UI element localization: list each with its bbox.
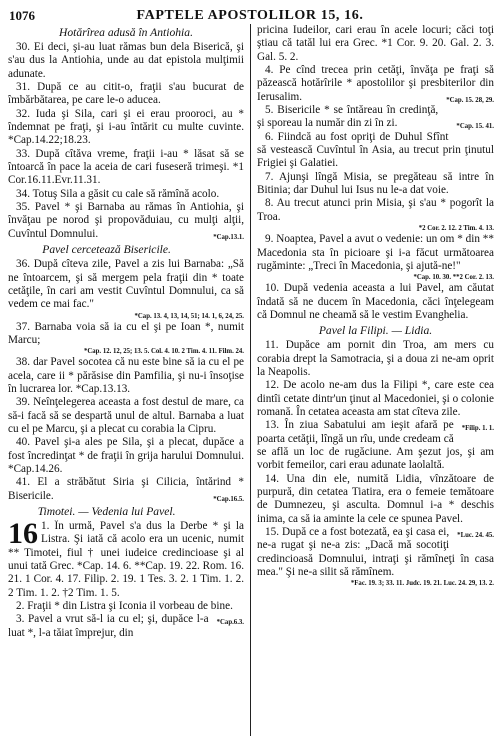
verse <box>257 472 494 540</box>
section-heading: Pavel la Filipi. — Lidia. <box>318 324 433 338</box>
verse <box>8 321 244 348</box>
verse <box>8 201 244 241</box>
section-heading: Timotei. — Vedenia lui Pavel. <box>37 505 176 518</box>
cross-reference: *Cap.16.5. <box>213 495 244 503</box>
verse <box>257 104 494 131</box>
verse-text: 4. Pe cînd trecea prin cetăţi, învăţa pe fraţi să păzească hotărîrile * apostolilor şi presbiterilor din Ierusalim. <box>257 64 494 103</box>
verse-text: 14. Una din ele, numită Lidia, vînzătoare de purpură, din cetatea Tiatira, era o femeie temătoare de Dumnezeu, şi asculta. Domnul i-a * deschis inima, ca să ia aminte la cele ce spunea Pavel. <box>257 472 494 525</box>
cross-reference: *Cap.6.3. <box>216 619 244 627</box>
verse-text: 1. În urmă, Pavel s'a dus la Derbe * şi la Listra. Şi iată că acolo era un ucenic, numit ** Timotei, fiul † unei iudeice credincioase şi al unui tată Grec. *Cap. 14. 6. **Cap. 19. 22. Rom. 16. 21. 1 Cor. 4. 17. Filip. 2. 19. 1 Tes. 3. 2. 1 Tim. 1. 2. 2 Tim. 1. 2. †2 Tim. 1. 5. <box>8 520 244 599</box>
verse <box>8 356 244 396</box>
verse-text: 34. Totuş Sila a găsit cu cale să rămînă acolo. <box>16 187 220 200</box>
cross-reference: *Cap. 15. 28, 29. <box>446 96 494 104</box>
verse <box>8 436 244 476</box>
verse-text: 3. Pavel a vrut să-l ia cu el; şi, dupăce l-a luat *, l-a tăiat împrejur, din <box>8 613 209 639</box>
verse <box>257 282 494 322</box>
verse <box>257 233 494 273</box>
cross-reference: *Cap. 15. 41. <box>456 123 494 131</box>
cross-reference: *2 Cor. 2. 12. 2 Tim. 4. 13. <box>418 225 494 233</box>
verse <box>257 197 494 224</box>
verse <box>257 379 494 433</box>
verse-text: 38. dar Pavel socotea că nu este bine să ia cu el pe acela, care ii * părăsise din Pamfilia, şi nu-i însoţise în lucrarea lor. *Cap.13.13. <box>8 356 244 395</box>
verse <box>257 171 494 198</box>
verse <box>8 188 244 201</box>
verse-text: 30. Ei deci, şi-au luat rămas bun dela Biserică, şi s'au dus la Antiohia, unde au dat epistola mulţimii adunate. <box>8 41 244 80</box>
verse-text: 32. Iuda şi Sila, cari şi ei erau prooroci, au * îndemnat pe fraţi, şi i-au întărit cu multe cuvinte. *Cap.14.22;18.23. <box>8 107 244 147</box>
cross-reference: *Cap. 12. 12, 25; 13. 5. Col. 4. 10. 2 Tim. 4. 11. Film. 24. <box>83 348 244 356</box>
verse-text: 36. După cîteva zile, Pavel a zis lui Barnaba: „Să ne întoarcem, şi să mergem pela fraţii din * toate cetăţile, în cari am vestit Cuvîntul Domnului, ca să vedem ce mai fac." <box>8 258 244 311</box>
cross-reference: *Luc. 24. 45. <box>457 532 494 540</box>
cross-reference: *Cap.13.1. <box>213 233 244 241</box>
right-column <box>251 24 494 736</box>
verse <box>8 108 244 148</box>
verse-text: pricina Iudeilor, cari erau în acele locuri; căci toţi ştiau că tatăl lui era Grec. *1 Cor. 9. 20. Gal. 2. 3. Gal. 5. 2. <box>257 24 494 63</box>
cross-reference: *Cap. 10. 30. **2 Cor. 2. 13. <box>413 274 494 282</box>
verse-text: 2. Fraţii * din Listra şi Iconia il vorbeau de bine. <box>16 600 233 613</box>
cross-reference: *Cap. 13. 4, 13, 14, 51; 14. 1, 6, 24, 25. <box>134 312 244 320</box>
verse <box>8 148 244 188</box>
verse <box>8 258 244 311</box>
verse <box>8 81 244 108</box>
verse <box>257 339 494 379</box>
running-title: FAPTELE APOSTOLILOR 15, 16. <box>136 8 364 23</box>
verse-text: 9. Noaptea, Pavel a avut o vedenie: un om * din ** Macedonia sta în picioare şi i-a făcut următoarea rugăminte: „Treci în Macedonia, şi ajută-ne!" <box>257 233 494 272</box>
verse-text: 7. Ajunşi lîngă Misia, se pregăteau să intre în Bitinia; dar Duhul lui Isus nu le-a dat voie. <box>257 170 494 197</box>
verse-text: 13. În ziua Sabatului am ieşit afară pe poarta cetăţii, lîngă un rîu, unde credeam că se află un loc de rugăciune. Am şezut jos, şi am vorbit femeilor, cari erau adunate laolaltă. <box>257 419 494 472</box>
verse-text: 35. Pavel * şi Barnaba au rămas în Antiohia, şi învăţau pe norod şi propovăduiau, cu mulţi alţii, Cuvîntul Domnului. <box>8 201 244 240</box>
cross-reference: *Fac. 19. 3; 33. 11. Judc. 19. 21. Luc. 24. 29, 13. 2. <box>350 580 494 588</box>
section-heading: Hotărîrea adusă în Antiohia. <box>59 26 193 39</box>
verse <box>8 476 244 503</box>
verse-text: 41. El a străbătut Siria şi Cilicia, întărind * Bisericile. <box>8 476 244 502</box>
page-number: 1076 <box>9 8 35 23</box>
verse-text: 8. Au trecut atunci prin Misia, şi s'au * pogorît la Troa. <box>257 197 494 223</box>
verse <box>8 396 244 436</box>
text-columns <box>8 24 494 736</box>
chapter-number: 16 <box>8 520 38 550</box>
verse-text: 10. După vedenia aceasta a lui Pavel, am căutat îndată să ne ducem în Macedonia, căci înţelegeam că Domnul ne cheamă să le vestim Evanghelia. <box>257 282 494 321</box>
cross-reference: *Filip. 1. 1. <box>461 425 494 433</box>
verse-text: 11. Dupăce am pornit din Troa, am mers cu corabia drept la Samotracia, şi a doua zi ne-am oprit la Neapolis. <box>257 339 494 378</box>
verse-text: 40. Pavel şi-a ales pe Sila, şi a plecat, dupăce a fost încredinţat * de fraţii în grija harului Domnului. *Cap.14.26. <box>8 436 244 475</box>
verse-text: 33. După cîtăva vreme, fraţii i-au * lăsat să se întoarcă în pace la aceia de cari fuseseră trimeşi. *1 Cor.16.11.Evr.11.31. <box>8 147 244 187</box>
verse-text: 5. Bisericile * se întăreau în credinţă, şi sporeau la număr din zi în zi. <box>257 104 439 130</box>
verse-text: 37. Barnaba voia să ia cu el şi pe Ioan *, numit Marcu; <box>8 320 244 346</box>
section-heading: Pavel cercetează Bisericile. <box>42 243 171 257</box>
verse <box>257 131 494 171</box>
page-header <box>5 6 495 26</box>
verse-text: 15. După ce a fost botezată, ea şi casa ei, ne-a rugat şi ne-a zis: „Dacă mă socotiţi credincioasă Domnului, intraţi şi rămîneţi în casa mea." Şi ne-a silit să rămînem. <box>257 526 494 579</box>
chapter-start <box>8 520 244 600</box>
verse <box>257 64 494 104</box>
left-column <box>8 24 251 736</box>
verse-text: 12. De acolo ne-am dus la Filipi *, care este cea dintîi cetate dintr'un ţinut al Macedoniei, şi o colonie romană. În cetatea aceasta am stat cîteva zile. <box>257 379 494 418</box>
verse-text: 39. Neînţelegerea aceasta a fost destul de mare, ca să-i facă să se despartă unul de altul. Barnaba a luat cu el pe Marcu, şi a plecat cu corabia la Cipru. <box>8 396 244 435</box>
verse-text: 6. Fiindcă au fost opriţi de Duhul Sfînt să vestească Cuvîntul în Asia, au trecut prin ţinutul Frigiei şi Galatiei. <box>257 130 494 170</box>
verse <box>8 41 244 81</box>
verse-text: 31. După ce au citit-o, fraţii s'au bucurat de îmbărbătarea, pe care le-o aducea. <box>8 81 244 107</box>
verse <box>257 24 494 64</box>
